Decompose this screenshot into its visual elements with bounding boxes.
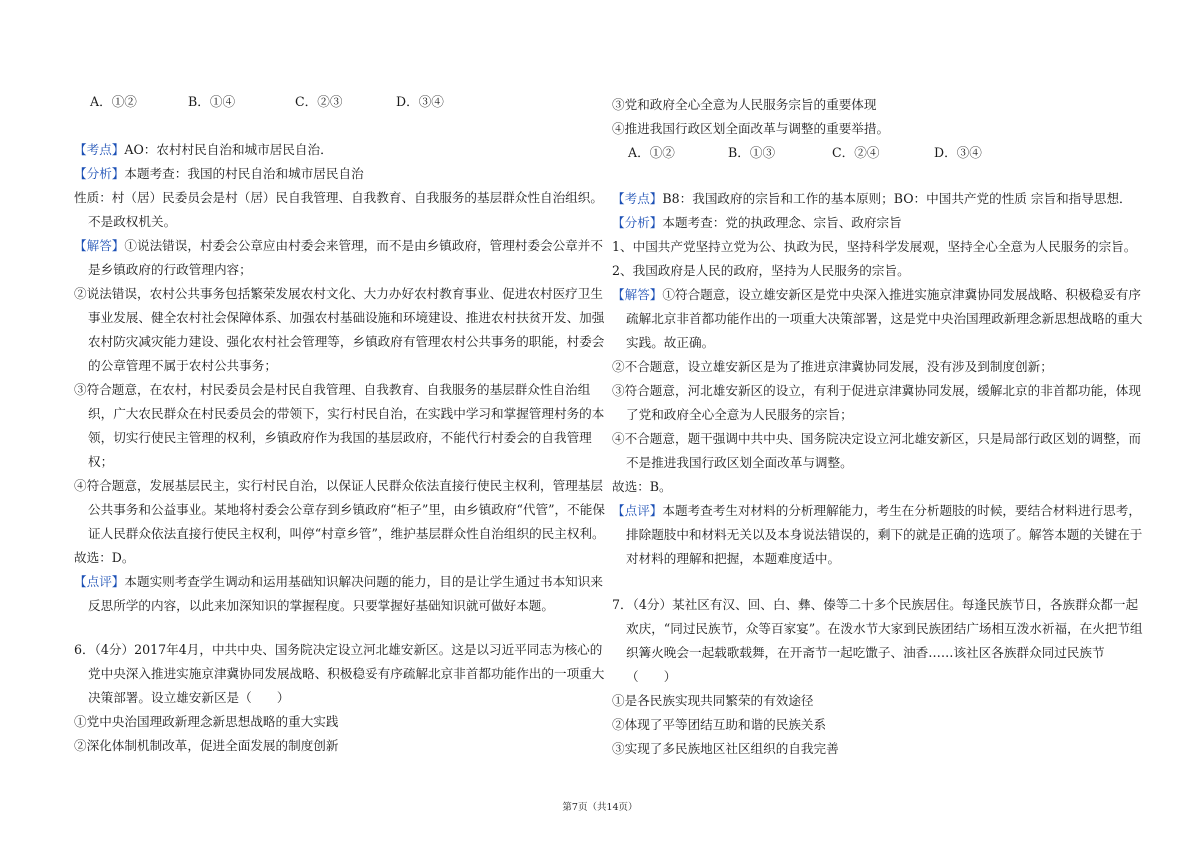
dianping-text: 本题考查考生对材料的分析理解能力，考生在分析题肢的时候，要结合材料进行思考， xyxy=(662,503,1141,518)
option-c: C．②③ xyxy=(295,94,343,109)
paragraph-line: 疏解北京非首都功能作出的一项重大决策部署，这是党中央治国理政新理念新思想战略的重大 xyxy=(626,311,1143,326)
statement-item: ③实现了多民族地区社区组织的自我完善 xyxy=(612,741,839,756)
option-c: C．②④ xyxy=(832,145,880,160)
kaodian-line xyxy=(612,190,1132,208)
paragraph-line: ④不合题意，题干强调中共中央、国务院决定设立河北雄安新区，只是局部行政区划的调整，而 xyxy=(612,431,1141,446)
option-b: B．①③ xyxy=(728,145,776,160)
paragraph-line: 证人民群众依法直接行使民主权利，叫停“村章乡管”，维护基层群众性自治组织的民主权利。 xyxy=(88,526,605,541)
paragraph-line: （ ） xyxy=(626,669,677,684)
question-6-stem: 6．（4分）2017年4月，中共中央、国务院决定设立河北雄安新区。这是以习近平同志为核心的 xyxy=(74,642,603,657)
jieda-tag: 【解答】 xyxy=(612,287,663,302)
paragraph-line: 公共事务和公益事业。某地将村委会公章存到乡镇政府“柜子”里，由乡镇政府“代管”，不能保 xyxy=(88,502,605,517)
dianping-tag: 【点评】 xyxy=(612,503,663,518)
paragraph-line: 了党和政府全心全意为人民服务的宗旨； xyxy=(626,407,853,422)
option-d: D．③④ xyxy=(934,145,982,160)
option-a: A．①② xyxy=(628,145,675,160)
statement-item: ②深化体制机制改革，促进全面发展的制度创新 xyxy=(74,738,339,753)
fenxi-tag: 【分析】 xyxy=(612,215,663,230)
question-7-stem: 7．（4分）某社区有汉、回、白、彝、傣等二十多个民族居住。每逢民族节日，各族群众都一起 xyxy=(612,597,1139,612)
paragraph-line: 事业发展、健全农村社会保障体系、加强农村基础设施和环境建设、推进农村扶贫开发、加强 xyxy=(88,310,605,325)
paragraph-line: 欢庆，“同过民族节，众等百家宴”。在泼水节大家到民族团结广场相互泼水祈福，在火把节组 xyxy=(626,621,1143,636)
paragraph-line: 不是推进我国行政区划全面改革与调整。 xyxy=(626,455,853,470)
paragraph-line: ③符合题意，河北雄安新区的设立，有利于促进京津冀协同发展，缓解北京的非首都功能，体现 xyxy=(612,383,1141,398)
paragraph-line: 党中央深入推进实施京津冀协同发展战略、积极稳妥有序疏解北京非首都功能作出的一项重大 xyxy=(88,666,605,681)
dianping-tag: 【点评】 xyxy=(74,574,125,589)
paragraph-line: 对材料的理解和把握，本题难度适中。 xyxy=(626,551,841,566)
paragraph-line: 织，广大农民群众在村民委员会的带领下，实行村民自治，在实践中学习和掌握管理村务的本 xyxy=(88,406,605,421)
dianping-line xyxy=(74,573,603,591)
paragraph-line: ②不合题意，设立雄安新区是为了推进京津冀协同发展，没有涉及到制度创新； xyxy=(612,359,1053,374)
dianping-text: 本题实则考查学生调动和运用基础知识解决问题的能力，目的是让学生通过书本知识来 xyxy=(124,574,603,589)
paragraph-line: 决策部署。设立雄安新区是（ ） xyxy=(88,690,290,705)
option-b: B．①④ xyxy=(188,94,236,109)
paragraph-line: 性质：村（居）民委员会是村（居）民自我管理、自我教育、自我服务的基层群众性自治组织。 xyxy=(74,190,603,205)
paragraph-line: 织篝火晚会一起载歌载舞，在开斋节一起吃馓子、油香……该社区各族群众同过民族节 xyxy=(626,645,1105,660)
kaodian-text: AO：农村村民自治和城市居民自治． xyxy=(124,142,333,157)
paragraph-line: ④符合题意，发展基层民主，实行村民自治，以保证人民群众依法直接行使民主权利，管理基层 xyxy=(74,478,603,493)
statement-item: ②体现了平等团结互助和谐的民族关系 xyxy=(612,717,827,732)
fenxi-text: 本题考查：党的执政理念、宗旨、政府宗旨 xyxy=(662,215,902,230)
page-number: 第7页（共14页） xyxy=(562,802,638,813)
paragraph-line: 的公章管理不属于农村公共事务； xyxy=(88,358,277,373)
statement-item: ①是各民族实现共同繁荣的有效途径 xyxy=(612,693,814,708)
paragraph-line: 权； xyxy=(88,454,114,469)
fenxi-text: 本题考查：我国的村民自治和城市居民自治 xyxy=(124,166,364,181)
kaodian-tag: 【考点】 xyxy=(612,191,663,206)
jieda-line xyxy=(74,237,603,255)
paragraph-line: 领，切实行使民主管理的权利，乡镇政府作为我国的基层政府，不能代行村委会的自我管理 xyxy=(88,430,592,445)
paragraph-line: ②说法错误，农村公共事务包括繁荣发展农村文化、大力办好农村教育事业、促进农村医疗卫生 xyxy=(74,286,603,301)
kaodian-line xyxy=(74,141,333,159)
paragraph-line: 2、我国政府是人民的政府，坚持为人民服务的宗旨。 xyxy=(612,263,910,278)
jieda-tag: 【解答】 xyxy=(74,238,125,253)
option-d: D．③④ xyxy=(396,94,444,109)
paragraph-line: 是乡镇政府的行政管理内容； xyxy=(88,262,252,277)
fenxi-line xyxy=(74,165,364,183)
paragraph-line: 农村防灾减灾能力建设、强化农村社会管理等，乡镇政府有管理农村公共事务的职能，村委会 xyxy=(88,334,605,349)
paragraph-line: 反思所学的内容，以此来加深知识的掌握程度。只要掌握好基础知识就可做好本题。 xyxy=(88,598,554,613)
jieda-text: ①说法错误，村委会公章应由村委会来管理，而不是由乡镇政府，管理村委会公章并不 xyxy=(124,238,603,253)
paragraph-line: 1、中国共产党坚持立党为公、执政为民，坚持科学发展观，坚持全心全意为人民服务的宗旨。 xyxy=(612,239,1137,254)
kaodian-text: B8：我国政府的宗旨和工作的基本原则；BO：中国共产党的性质 宗旨和指导思想． xyxy=(662,191,1132,206)
fenxi-line xyxy=(612,214,902,232)
jieda-text: ①符合题意，设立雄安新区是党中央深入推进实施京津冀协同发展战略、积极稳妥有序 xyxy=(662,287,1141,302)
fenxi-tag: 【分析】 xyxy=(74,166,125,181)
statement-item: ①党中央治国理政新理念新思想战略的重大实践 xyxy=(74,714,339,729)
paragraph-line: ③符合题意，在农村，村民委员会是村民自我管理、自我教育、自我服务的基层群众性自治组 xyxy=(74,382,591,397)
statement-item: ③党和政府全心全意为人民服务宗旨的重要体现 xyxy=(612,97,877,112)
answer-line: 故选：D。 xyxy=(74,550,135,565)
jieda-line xyxy=(612,286,1141,304)
paragraph-line: 排除题肢中和材料无关以及本身说法错误的，剩下的就是正确的选项了。解答本题的关键在于 xyxy=(626,527,1143,542)
statement-item: ④推进我国行政区划全面改革与调整的重要举措。 xyxy=(612,121,890,136)
paragraph-line: 实践。故正确。 xyxy=(626,335,715,350)
kaodian-tag: 【考点】 xyxy=(74,142,125,157)
paragraph-line: 不是政权机关。 xyxy=(88,214,177,229)
option-a: A．①② xyxy=(90,94,137,109)
dianping-line xyxy=(612,502,1141,520)
answer-line: 故选：B。 xyxy=(612,479,672,494)
